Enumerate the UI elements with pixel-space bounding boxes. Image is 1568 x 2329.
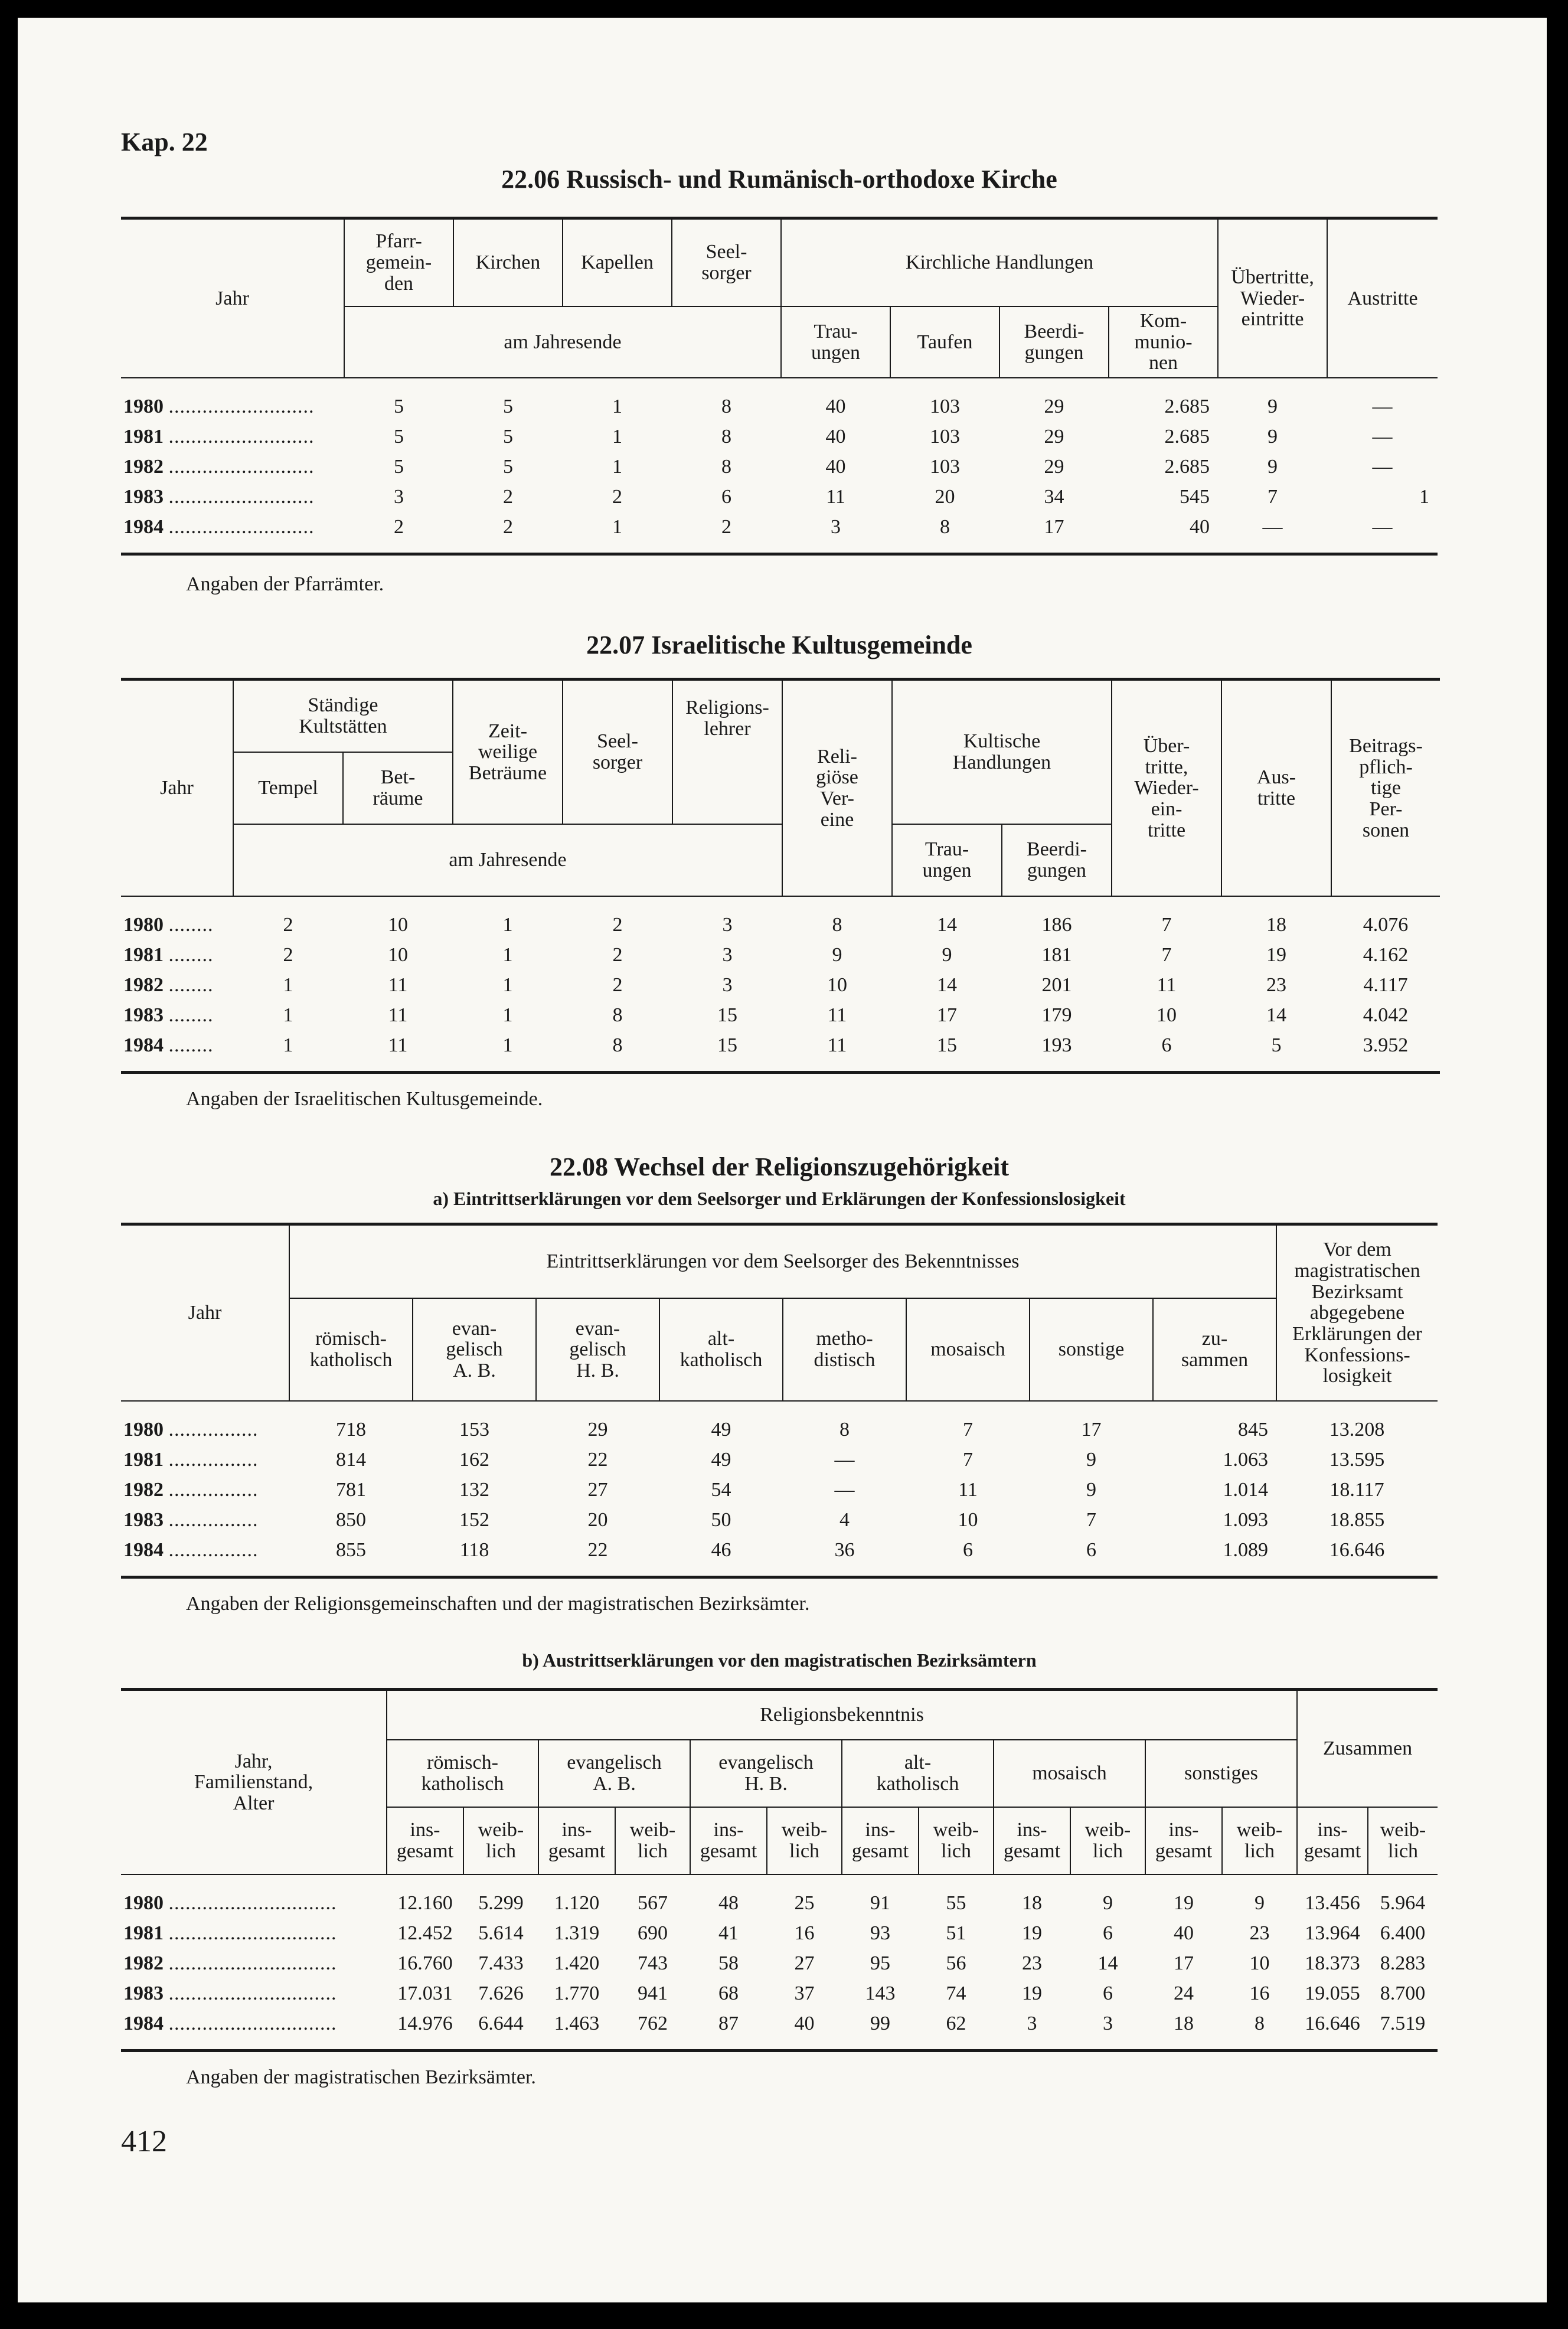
- col-jahr: Jahr: [121, 680, 233, 897]
- group-sonstiges: sonstiges: [1145, 1740, 1297, 1807]
- table-2207: [121, 678, 1440, 1074]
- col-religioese-vereine: Reli- giöse Ver- eine: [782, 680, 892, 897]
- col-seelsorger: Seel- sorger: [563, 680, 672, 825]
- group-kultische-handlungen: Kultische Handlungen: [892, 680, 1112, 825]
- col-trauungen: Trau- ungen: [781, 306, 890, 378]
- table-2207-body: [121, 896, 1440, 1073]
- col-trauungen: Trau- ungen: [892, 824, 1002, 896]
- table-row: 1980 .......................... 5 5 1 8 40 103 29 2.685 9 —: [123, 395, 1393, 417]
- table-2206: [121, 217, 1438, 556]
- col-insgesamt: ins- gesamt: [538, 1807, 615, 1874]
- table-2208b-subtitle: b) Austrittserklärungen vor den magistratischen Bezirksämtern: [522, 1649, 1037, 1671]
- page-number: 412: [121, 2125, 167, 2159]
- col-beerdigungen: Beerdi- gungen: [1002, 824, 1112, 896]
- col-evangelisch-hb: evan- gelisch H. B.: [536, 1298, 659, 1401]
- col-insgesamt: ins- gesamt: [1145, 1807, 1222, 1874]
- col-zeitweilige-betraeume: Zeit- weilige Beträume: [453, 680, 563, 825]
- col-sonstige: sonstige: [1030, 1298, 1153, 1401]
- table-2206-source: Angaben der Pfarrämter.: [186, 573, 384, 596]
- col-insgesamt: ins- gesamt: [842, 1807, 919, 1874]
- table-row: 1980 .............................. 12.160 5.299 1.120 567 48 25 91 55 18 9 19 9 13.456 5.964: [123, 1892, 1426, 1914]
- table-row: 1981 .......................... 5 5 1 8 40 103 29 2.685 9 —: [123, 425, 1393, 447]
- page-content: [121, 127, 1438, 2159]
- col-jahr-familienstand-alter: Jahr, Familienstand, Alter: [121, 1690, 387, 1875]
- table-row: 1982 .............................. 16.760 7.433 1.420 743 58 27 95 56 23 14 17 10 18.373 8.283: [123, 1952, 1426, 1974]
- col-beitragspflichtige-personen: Beitrags- pflich- tige Per- sonen: [1331, 680, 1440, 897]
- col-weiblich: weib- lich: [919, 1807, 994, 1874]
- group-eintrittserklaerungen: Eintrittserklärungen vor dem Seelsorger des Bekenntnisses: [289, 1224, 1276, 1299]
- col-betraeume: Bet- räume: [343, 752, 453, 824]
- table-row: 1984 .......................... 2 2 1 2 3 8 17 40 — —: [121, 512, 1438, 554]
- col-insgesamt: ins- gesamt: [387, 1807, 463, 1874]
- table-2208a-source: Angaben der Religionsgemeinschaften und der magistratischen Bezirksämter.: [186, 1593, 810, 1615]
- table-row: 1984 .............................. 14.976 6.644 1.463 762 87 40 99 62 3 3 18 8 16.646 7.519: [121, 2008, 1438, 2051]
- col-austritte: Aus- tritte: [1221, 680, 1331, 897]
- table-row: 1983 .............................. 17.031 7.626 1.770 941 68 37 143 74 19 6 24 16 19.055 8.700: [123, 1982, 1426, 2004]
- table-row: 1983 ................ 850 152 20 50 4 10 7 1.093 18.855: [123, 1508, 1385, 1531]
- col-roemisch-katholisch: römisch- katholisch: [289, 1298, 413, 1401]
- col-jahr: Jahr: [121, 1224, 289, 1402]
- col-uebertritte: Über- tritte, Wieder- ein- tritte: [1112, 680, 1221, 897]
- col-kommunionen: Kom- munio- nen: [1109, 306, 1218, 378]
- col-insgesamt: ins- gesamt: [690, 1807, 767, 1874]
- group-kirchliche-handlungen: Kirchliche Handlungen: [781, 218, 1218, 307]
- table-row: 1983 .......................... 3 2 2 6 11 20 34 545 7 1: [123, 485, 1430, 508]
- col-pfarrgemeinden: Pfarr- gemein- den: [344, 218, 453, 307]
- table-row: 1982 ........ 1 11 1 2 3 10 14 201 11 23 4.117: [123, 974, 1408, 996]
- col-evangelisch-ab: evan- gelisch A. B.: [413, 1298, 536, 1401]
- col-insgesamt: ins- gesamt: [1297, 1807, 1368, 1874]
- table-row: 1981 ........ 2 10 1 2 3 9 9 181 7 19 4.162: [123, 943, 1409, 966]
- group-am-jahresende: am Jahresende: [344, 306, 781, 378]
- chapter-label: Kap. 22: [121, 128, 208, 156]
- col-weiblich: weib- lich: [1222, 1807, 1297, 1874]
- group-staendige-kultstaetten: Ständige Kultstätten: [233, 680, 453, 753]
- group-religionsbekenntnis: Religionsbekenntnis: [387, 1690, 1297, 1740]
- table-2208-title: 22.08 Wechsel der Religionszugehörigkeit: [549, 1152, 1010, 1182]
- group-roemisch-katholisch: römisch- katholisch: [387, 1740, 538, 1807]
- col-uebertritte: Übertritte, Wieder- eintritte: [1218, 218, 1327, 378]
- table-row: 1984 ........ 1 11 1 8 15 11 15 193 6 5 3.952: [121, 1030, 1440, 1073]
- table-row: 1981 .............................. 12.452 5.614 1.319 690 41 16 93 51 19 6 40 23 13.964 6.400: [123, 1922, 1426, 1944]
- col-weiblich: weib- lich: [1070, 1807, 1145, 1874]
- table-row: 1981 ................ 814 162 22 49 — 7 9 1.063 13.595: [123, 1448, 1385, 1471]
- col-tempel: Tempel: [233, 752, 343, 824]
- group-evangelisch-hb: evangelisch H. B.: [690, 1740, 842, 1807]
- table-2208a: [121, 1223, 1438, 1579]
- table-2208b: [121, 1688, 1438, 2052]
- group-altkatholisch: alt- katholisch: [842, 1740, 994, 1807]
- table-row: 1984 ................ 855 118 22 46 36 6 6 1.089 16.646: [121, 1535, 1438, 1577]
- col-religionslehrer: Religions- lehrer: [672, 680, 782, 825]
- col-weiblich: weib- lich: [615, 1807, 690, 1874]
- group-evangelisch-ab: evangelisch A. B.: [538, 1740, 690, 1807]
- group-zusammen: Zusammen: [1297, 1690, 1438, 1808]
- col-insgesamt: ins- gesamt: [994, 1807, 1070, 1874]
- col-kapellen: Kapellen: [563, 218, 672, 307]
- group-mosaisch: mosaisch: [994, 1740, 1145, 1807]
- group-am-jahresende: am Jahresende: [233, 824, 782, 896]
- table-row: 1982 .......................... 5 5 1 8 40 103 29 2.685 9 —: [123, 455, 1393, 478]
- col-weiblich: weib- lich: [767, 1807, 842, 1874]
- table-2207-source: Angaben der Israelitischen Kultusgemeinde.: [186, 1088, 543, 1110]
- col-altkatholisch: alt- katholisch: [659, 1298, 783, 1401]
- col-weiblich: weib- lich: [463, 1807, 538, 1874]
- table-2208a-body: [121, 1401, 1438, 1577]
- table-2208a-subtitle: a) Eintrittserklärungen vor dem Seelsorger und Erklärungen der Konfessionslosigkeit: [433, 1188, 1126, 1210]
- col-magistrat-konfessionslosigkeit: Vor dem magistratischen Bezirksamt abgegebene Erklärungen der Konfessions- losigkeit: [1276, 1224, 1438, 1402]
- table-2206-body: [121, 378, 1438, 554]
- col-austritte: Austritte: [1327, 218, 1438, 378]
- col-beerdigungen: Beerdi- gungen: [999, 306, 1109, 378]
- col-jahr: Jahr: [121, 218, 344, 378]
- table-row: 1980 ................ 718 153 29 49 8 7 17 845 13.208: [123, 1418, 1385, 1440]
- table-2207-title: 22.07 Israelitische Kultusgemeinde: [586, 631, 972, 660]
- page: [18, 18, 1547, 2302]
- col-seelsorger: Seel- sorger: [672, 218, 781, 307]
- table-row: 1982 ................ 781 132 27 54 — 11 9 1.014 18.117: [123, 1478, 1384, 1501]
- table-2208b-body: [121, 1874, 1438, 2051]
- col-zusammen: zu- sammen: [1153, 1298, 1276, 1401]
- table-2208b-source: Angaben der magistratischen Bezirksämter.: [186, 2066, 536, 2089]
- table-row: 1980 ........ 2 10 1 2 3 8 14 186 7 18 4.076: [123, 913, 1409, 936]
- col-kirchen: Kirchen: [453, 218, 563, 307]
- col-weiblich: weib- lich: [1368, 1807, 1438, 1874]
- col-methodistisch: metho- distisch: [783, 1298, 906, 1401]
- col-mosaisch: mosaisch: [906, 1298, 1030, 1401]
- table-2206-title: 22.06 Russisch- und Rumänisch-orthodoxe Kirche: [501, 165, 1057, 194]
- col-taufen: Taufen: [890, 306, 999, 378]
- table-row: 1983 ........ 1 11 1 8 15 11 17 179 10 14 4.042: [123, 1004, 1409, 1026]
